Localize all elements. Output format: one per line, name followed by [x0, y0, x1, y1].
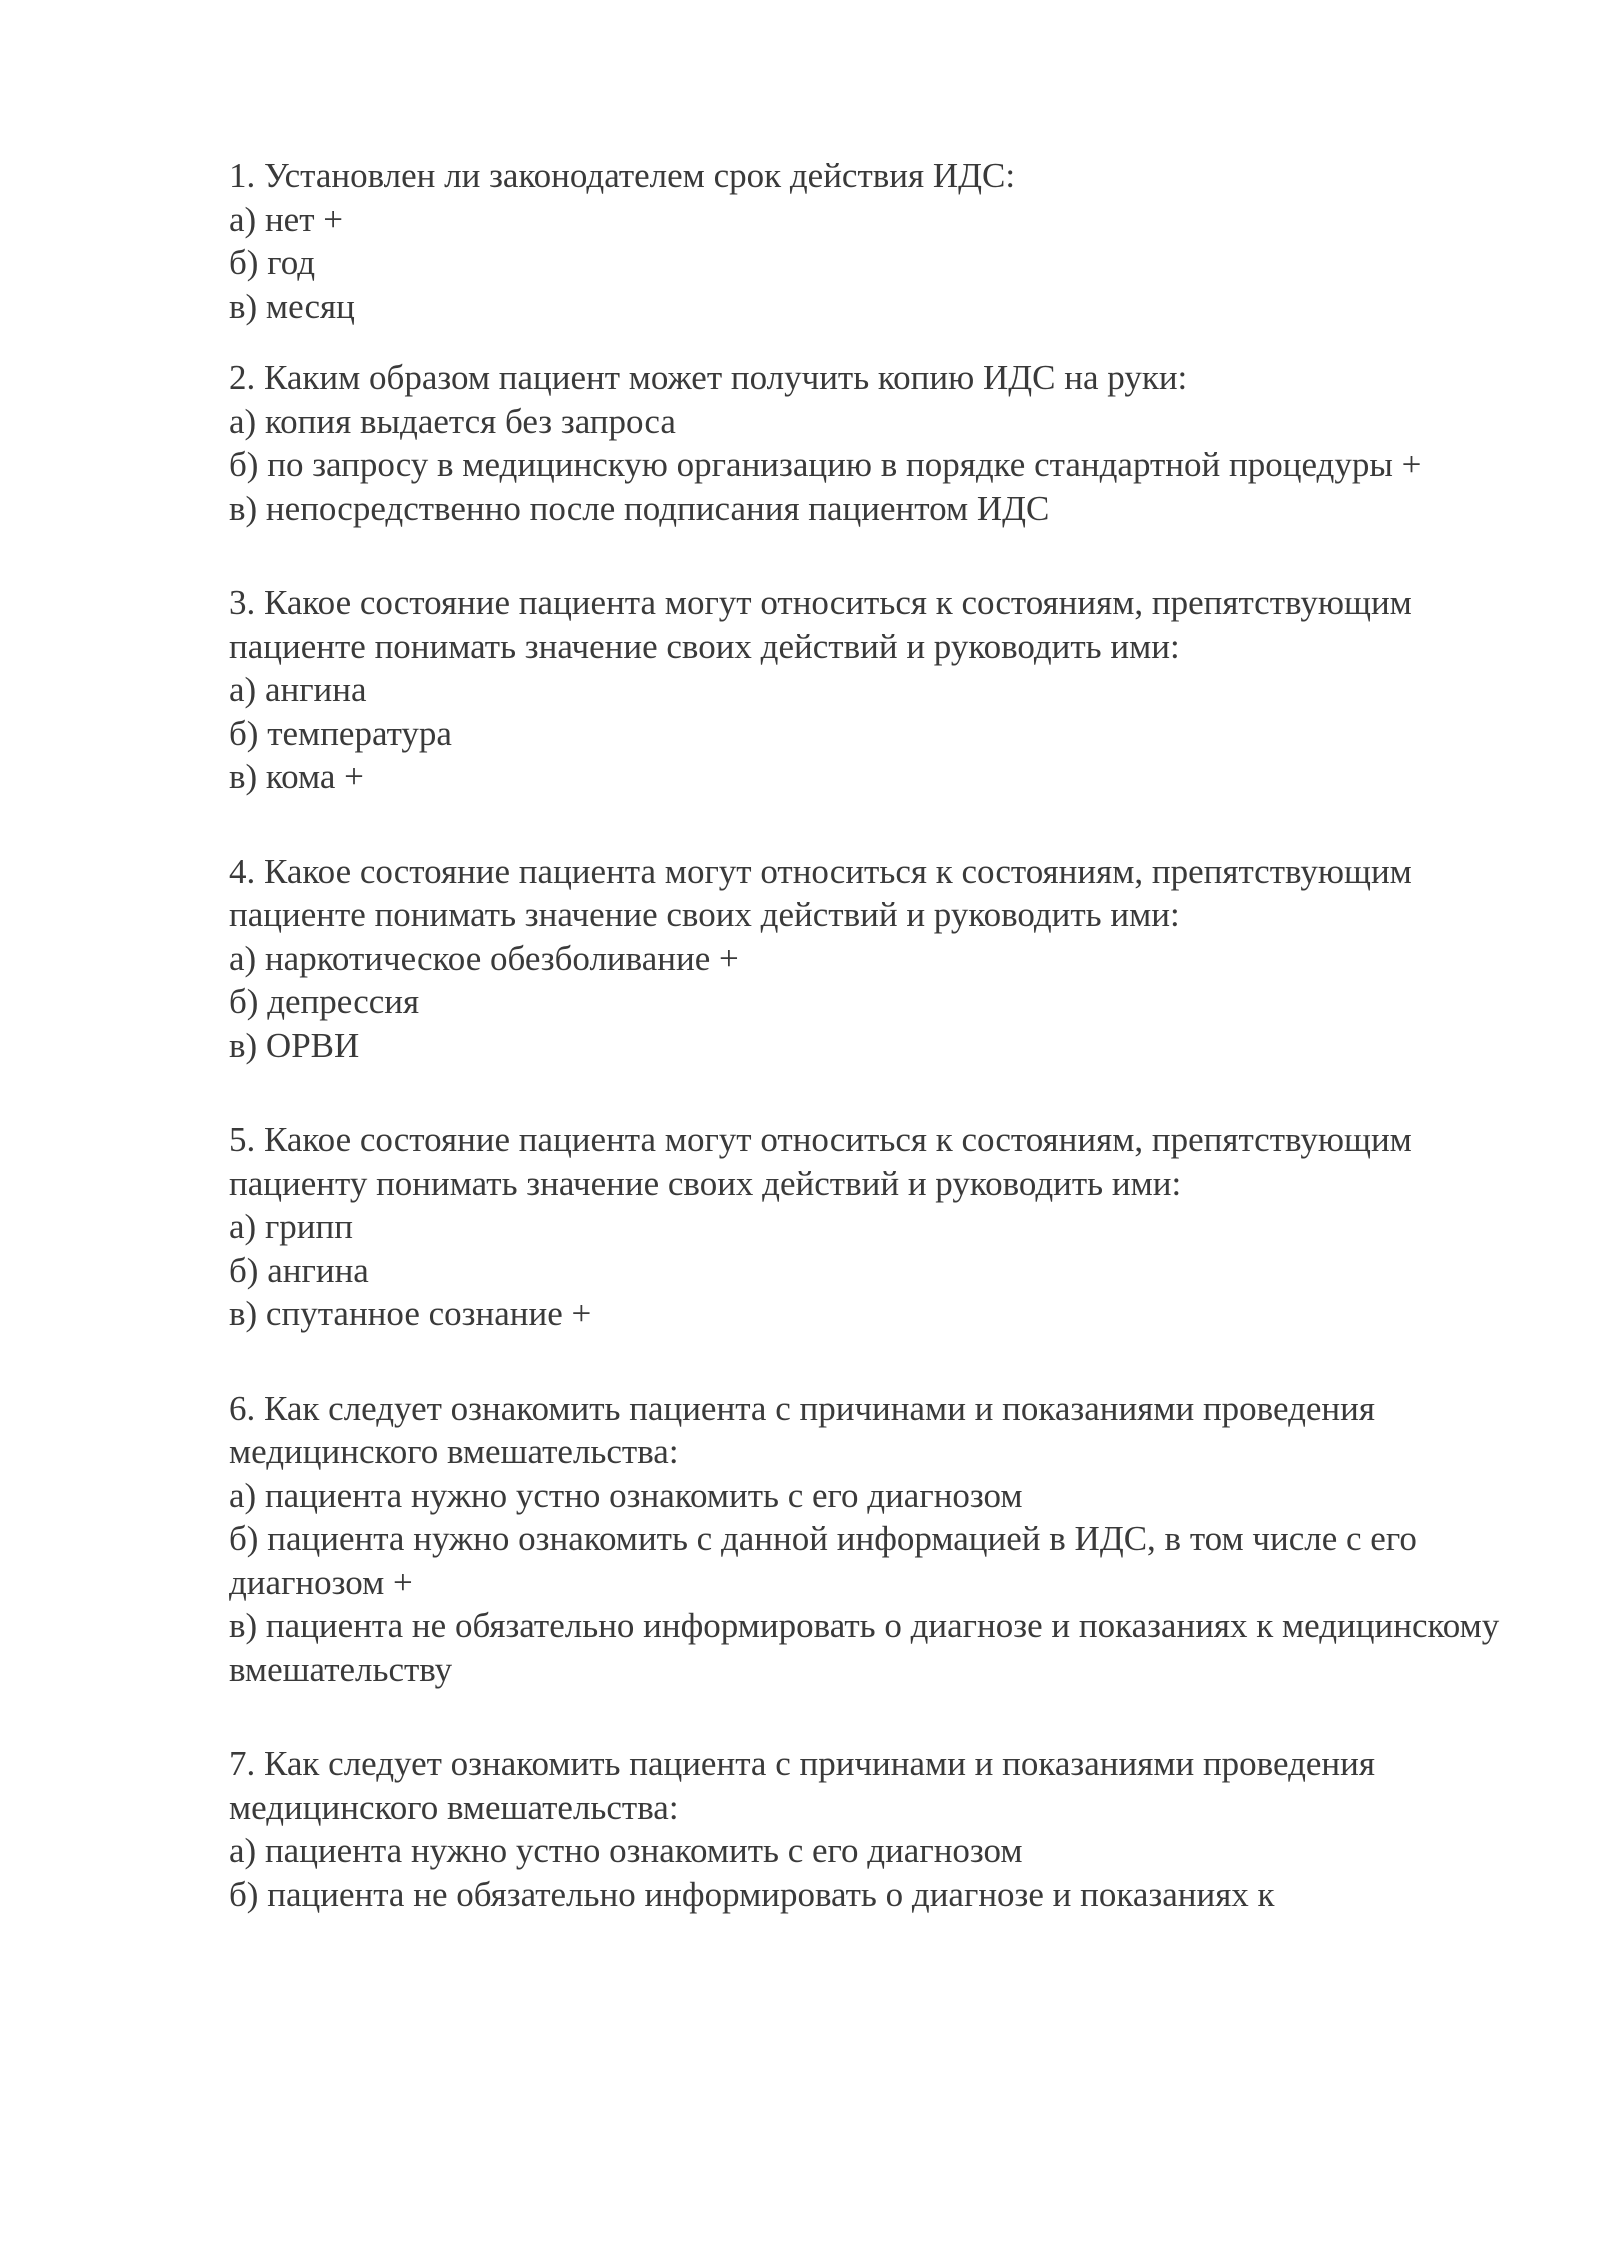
answer-option: в) пациента не обязательно информировать о диагнозе и показаниях к медицинскому вмешательству [229, 1606, 1500, 1689]
question-1 [229, 154, 1519, 328]
question-text: 1. Установлен ли законодателем срок действия ИДС: [229, 156, 1016, 195]
answer-option: а) ангина [229, 670, 367, 709]
question-4 [229, 850, 1519, 1068]
answer-option: а) наркотическое обезболивание + [229, 938, 739, 978]
answer-option: в) ОРВИ [229, 1025, 360, 1065]
answer-option: в) кома + [229, 757, 364, 796]
answer-option: б) пациента не обязательно информировать о диагнозе и показаниях к [229, 1874, 1275, 1914]
question-text: 3. Какое состояние пациента могут относиться к состояниям, препятствующим пациенте понимать значение своих действий и руководить ими: [229, 583, 1412, 666]
question-spacer [229, 1691, 1519, 1742]
question-text: 7. Как следует ознакомить пациента с причинами и показаниями проведения медицинского вмешательства: [229, 1744, 1375, 1827]
answer-option: а) пациента нужно устно ознакомить с его диагнозом [229, 1831, 1023, 1870]
question-spacer [229, 799, 1519, 850]
answer-option: б) по запросу в медицинскую организацию в порядке стандартной процедуры + [229, 445, 1422, 484]
answer-option: а) нет + [229, 199, 343, 239]
answer-option: б) пациента нужно ознакомить с данной информацией в ИДС, в том числе с его диагнозом + [229, 1519, 1417, 1602]
question-2 [229, 356, 1519, 530]
question-text: 2. Каким образом пациент может получить копию ИДС на руки: [229, 358, 1188, 397]
question-spacer [229, 328, 1519, 356]
answer-option: а) пациента нужно устно ознакомить с его диагнозом [229, 1475, 1023, 1515]
answer-option: б) год [229, 243, 315, 282]
answer-option: б) температура [229, 713, 452, 753]
answer-option: в) месяц [229, 286, 355, 326]
question-text: 5. Какое состояние пациента могут относиться к состояниям, препятствующим пациенту понимать значение своих действий и руководить ими: [229, 1120, 1412, 1203]
question-spacer [229, 530, 1519, 581]
answer-option: в) непосредственно после подписания пациентом ИДС [229, 488, 1050, 528]
question-5 [229, 1118, 1519, 1336]
question-7 [229, 1742, 1519, 1916]
quiz-content [229, 154, 1519, 1916]
answer-option: а) грипп [229, 1207, 353, 1246]
question-6 [229, 1387, 1519, 1692]
answer-option: б) депрессия [229, 982, 420, 1021]
question-spacer [229, 1067, 1519, 1118]
question-spacer [229, 1336, 1519, 1387]
question-3 [229, 581, 1519, 799]
question-text: 4. Какое состояние пациента могут относиться к состояниям, препятствующим пациенте понимать значение своих действий и руководить ими: [229, 851, 1412, 934]
question-text: 6. Как следует ознакомить пациента с причинами и показаниями проведения медицинского вмешательства: [229, 1388, 1375, 1471]
answer-option: а) копия выдается без запроса [229, 401, 676, 441]
answer-option: б) ангина [229, 1250, 369, 1290]
answer-option: в) спутанное сознание + [229, 1294, 592, 1333]
